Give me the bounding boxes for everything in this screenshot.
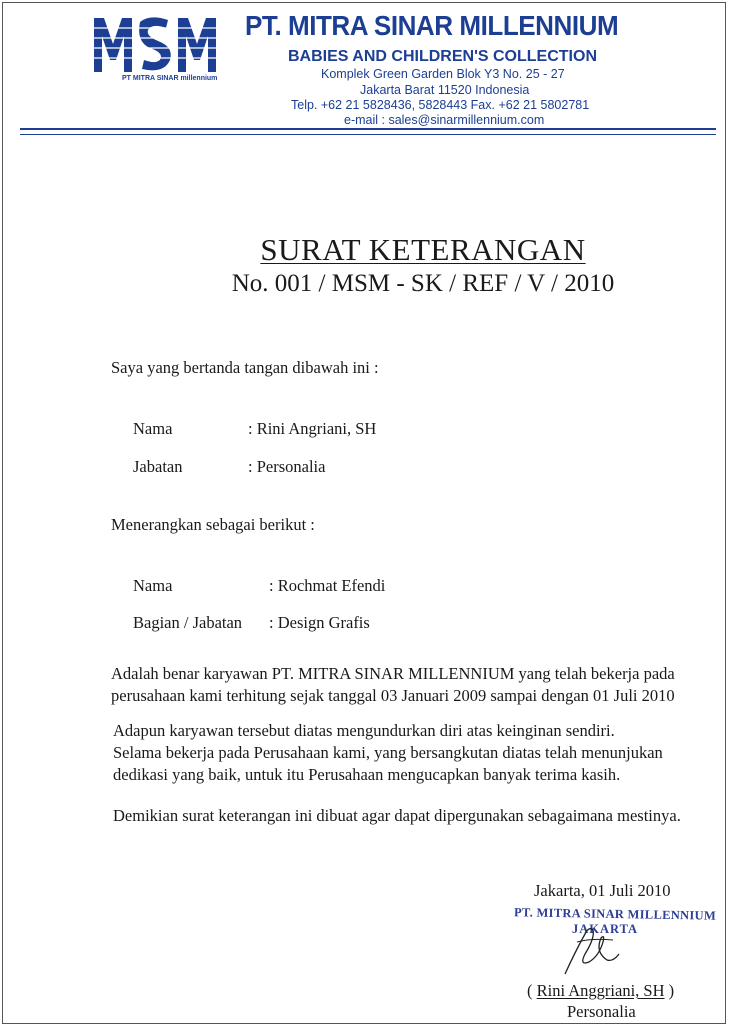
employee-name-label: Nama [133,576,173,595]
address-line-2: Jakarta Barat 11520 Indonesia [360,83,530,97]
phone-fax-line: Telp. +62 21 5828436, 5828443 Fax. +62 21 5802781 [291,98,590,112]
signer-name: Rini Anggriani, SH [536,981,665,1000]
signatory-name-value: : Rini Angriani, SH [248,419,377,438]
handwritten-signature [555,912,625,982]
document-number: No. 001 / MSM - SK / REF / V / 2010 [231,270,615,297]
paragraph-1-line-1: Adalah benar karyawan PT. MITRA SINAR MILLENNIUM yang telah bekerja pada [111,664,675,683]
close-paren: ) [668,981,675,1000]
page-border [2,2,726,1024]
declares-text: Menerangkan sebagai berikut : [111,515,315,534]
employee-position-label: Bagian / Jabatan [133,613,243,632]
company-tagline: BABIES AND CHILDREN'S COLLECTION [288,48,597,65]
signatory-name-label: Nama [133,419,173,438]
signer-position: Personalia [567,1002,636,1021]
paragraph-1-line-2: perusahaan kami terhitung sejak tanggal 03 Januari 2009 sampai dengan 01 Juli 2010 [111,686,675,705]
place-date: Jakarta, 01 Juli 2010 [534,881,671,900]
intro-text: Saya yang bertanda tangan dibawah ini : [111,358,379,377]
employee-name-value: : Rochmat Efendi [269,576,386,595]
header-divider-thin [20,134,716,135]
signatory-position-value: : Personalia [248,457,326,476]
open-paren: ( [527,981,533,1000]
paragraph-2-line-2: Selama bekerja pada Perusahaan kami, yang bersangkutan diatas telah menunjukan [113,743,663,762]
stamp-city-text: JAKARTA [572,922,639,936]
document-title: SURAT KETERANGAN [260,232,586,267]
company-logo [92,14,232,82]
header-divider-thick [20,128,716,130]
paragraph-2-line-3: dedikasi yang baik, untuk itu Perusahaan mengucapkan banyak terima kasih. [113,765,621,784]
stamp-company-text: PT. MITRA SINAR MILLENNIUM [513,905,717,923]
address-line-1: Komplek Green Garden Blok Y3 No. 25 - 27 [321,67,565,81]
signatory-position-label: Jabatan [133,457,183,476]
closing-paragraph: Demikian surat keterangan ini dibuat agar dapat dipergunakan sebagaimana mestinya. [113,806,681,825]
company-name: PT. MITRA SINAR MILLENNIUM [245,10,619,41]
logo-subtext: PT MITRA SINAR millennium [122,75,218,82]
employee-position-value: : Design Grafis [269,613,370,632]
email-line: e-mail : sales@sinarmillennium.com [344,113,545,127]
paragraph-2-line-1: Adapun karyawan tersebut diatas mengundurkan diri atas keinginan sendiri. [113,721,615,740]
signer-block [527,981,674,1001]
